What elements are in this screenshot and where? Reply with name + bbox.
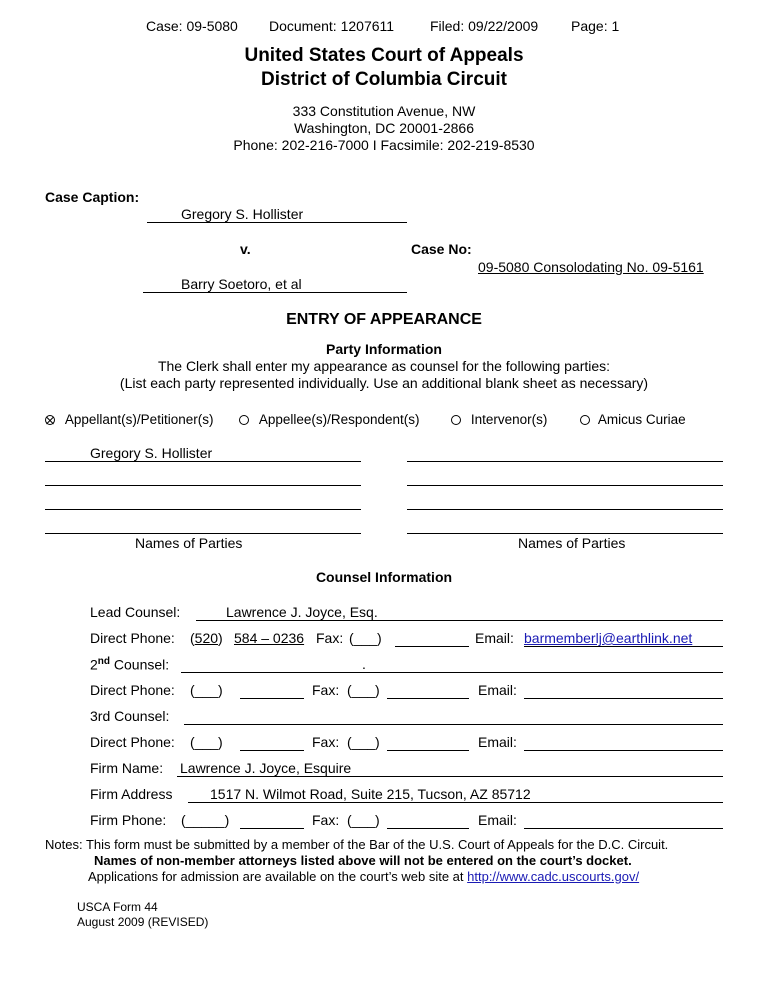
lead-email-line — [524, 646, 723, 647]
firm-email-line[interactable] — [524, 828, 723, 829]
party-info-instruction2: (List each party represented individually. Use an additional blank sheet as necessary) — [119, 375, 649, 391]
firm-address-label: Firm Address — [90, 786, 173, 802]
court-phone-line: Phone: 202-216-7000 I Facsimile: 202-219-8530 — [233, 137, 535, 153]
firm-phone-area[interactable]: (_____) — [181, 812, 230, 828]
party-line-left-1 — [45, 461, 361, 462]
firm-fax-area[interactable]: (___) — [347, 812, 380, 828]
second-fax-label: Fax: — [312, 682, 340, 698]
notes-line3 — [88, 869, 639, 884]
lead-counsel-label: Lead Counsel: — [90, 604, 181, 620]
party-line-left-3[interactable] — [45, 509, 361, 510]
lead-phone-number[interactable]: 584 – 0236 — [234, 630, 305, 646]
second-counsel-label-text: Counsel: — [110, 656, 170, 673]
appellee-radio-icon[interactable] — [239, 415, 249, 425]
caption-party2-line — [143, 292, 407, 293]
firm-address-line — [188, 802, 723, 803]
firm-phone-line[interactable] — [240, 828, 304, 829]
third-phone-area[interactable]: (___) — [190, 734, 223, 750]
party-info-heading: Party Information — [326, 341, 442, 357]
notes-line3-text: Applications for admission are available on the court’s web site at — [88, 869, 468, 884]
caption-versus: v. — [240, 241, 251, 257]
court-address-line2: Washington, DC 20001-2866 — [293, 120, 475, 136]
party-info-instruction1: The Clerk shall enter my appearance as counsel for the following parties: — [157, 358, 611, 374]
lead-phone-area-code: 520 — [194, 630, 219, 646]
lead-fax-label: Fax: — [316, 630, 344, 646]
third-counsel-label: 3rd Counsel: — [90, 708, 170, 724]
case-no-label: Case No: — [411, 241, 472, 257]
second-counsel-label-num: 2 — [90, 656, 98, 673]
option-appellee-label: Appellee(s)/Respondent(s) — [258, 412, 420, 427]
caption-party1-line — [147, 222, 407, 223]
header-document: Document: 1207611 — [269, 18, 395, 34]
party-line-right-2[interactable] — [407, 485, 723, 486]
lead-email-label: Email: — [475, 630, 514, 646]
intervenor-radio-icon[interactable] — [451, 415, 461, 425]
caption-party1: Gregory S. Hollister — [181, 206, 304, 222]
second-email-line[interactable] — [524, 698, 723, 699]
second-fax-line[interactable] — [387, 698, 469, 699]
firm-email-label: Email: — [478, 812, 517, 828]
third-fax-label: Fax: — [312, 734, 340, 750]
counsel-info-heading: Counsel Information — [315, 569, 453, 585]
header-case: Case: 09-5080 — [146, 18, 238, 34]
lead-counsel-line — [196, 620, 723, 621]
party-line-left-2[interactable] — [45, 485, 361, 486]
third-email-label: Email: — [478, 734, 517, 750]
party-line-right-3[interactable] — [407, 509, 723, 510]
firm-fax-line[interactable] — [387, 828, 469, 829]
third-phone-line[interactable] — [240, 750, 304, 751]
lead-direct-phone-label: Direct Phone: — [90, 630, 175, 646]
firm-name-label: Firm Name: — [90, 760, 164, 776]
second-direct-phone-label: Direct Phone: — [90, 682, 175, 698]
option-appellant[interactable] — [45, 411, 213, 427]
firm-name-value[interactable]: Lawrence J. Joyce, Esquire — [180, 760, 352, 776]
form-id: USCA Form 44 — [77, 900, 158, 914]
second-phone-line[interactable] — [240, 698, 304, 699]
form-title: ENTRY OF APPEARANCE — [286, 311, 482, 328]
party-line-right-4[interactable] — [407, 533, 723, 534]
third-email-line[interactable] — [524, 750, 723, 751]
option-intervenor[interactable] — [451, 411, 547, 427]
second-counsel-line[interactable] — [181, 672, 723, 673]
case-no-value: 09-5080 Consolodating No. 09-5161 — [478, 259, 704, 275]
names-caption-right: Names of Parties — [518, 535, 626, 551]
second-phone-area[interactable]: (___) — [190, 682, 223, 698]
header-filed: Filed: 09/22/2009 — [430, 18, 539, 34]
second-counsel-label — [90, 656, 169, 673]
option-amicus-label: Amicus Curiae — [597, 412, 686, 427]
notes-line2: Names of non-member attorneys listed above will not be entered on the court’s docket. — [94, 853, 632, 868]
names-caption-left: Names of Parties — [135, 535, 243, 551]
firm-phone-label: Firm Phone: — [90, 812, 167, 828]
party-line-left-4[interactable] — [45, 533, 361, 534]
second-counsel-value[interactable]: . — [362, 656, 366, 672]
firm-fax-label: Fax: — [312, 812, 340, 828]
header-page: Page: 1 — [571, 18, 620, 34]
third-fax-line[interactable] — [387, 750, 469, 751]
court-name: United States Court of Appeals — [244, 45, 524, 66]
lead-fax-line[interactable] — [395, 646, 469, 647]
court-website-link[interactable]: http://www.cadc.uscourts.gov/ — [467, 869, 640, 884]
option-appellant-label: Appellant(s)/Petitioner(s) — [64, 412, 214, 427]
court-address-line1: 333 Constitution Avenue, NW — [292, 103, 476, 119]
party-name-left-1[interactable]: Gregory S. Hollister — [90, 445, 213, 461]
form-revision: August 2009 (REVISED) — [77, 915, 209, 929]
third-fax-area[interactable]: (___) — [347, 734, 380, 750]
option-intervenor-label: Intervenor(s) — [470, 412, 548, 427]
caption-party2: Barry Soetoro, et al — [181, 276, 302, 292]
third-direct-phone-label: Direct Phone: — [90, 734, 175, 750]
lead-phone-area[interactable]: (520) — [190, 630, 223, 646]
court-circuit: District of Columbia Circuit — [261, 69, 507, 90]
lead-fax-area[interactable]: (___) — [349, 630, 382, 646]
second-counsel-label-sup: nd — [97, 656, 111, 667]
party-line-right-1[interactable] — [407, 461, 723, 462]
third-counsel-line[interactable] — [184, 724, 723, 725]
option-appellee[interactable] — [239, 411, 419, 427]
firm-address-value[interactable]: 1517 N. Wilmot Road, Suite 215, Tucson, AZ 85712 — [210, 786, 531, 802]
case-caption-label: Case Caption: — [45, 189, 140, 205]
option-amicus[interactable] — [580, 411, 686, 427]
second-fax-area[interactable]: (___) — [347, 682, 380, 698]
amicus-radio-icon[interactable] — [580, 415, 590, 425]
second-email-label: Email: — [478, 682, 517, 698]
appellant-radio-checked-icon[interactable] — [45, 415, 55, 425]
notes-line1: Notes: This form must be submitted by a member of the Bar of the U.S. Court of Appeals for the D.C. Circuit. — [45, 837, 669, 852]
firm-name-line — [177, 776, 723, 777]
lead-email-link[interactable]: barmemberlj@earthlink.net — [524, 630, 693, 646]
lead-counsel-value[interactable]: Lawrence J. Joyce, Esq. — [226, 604, 378, 620]
